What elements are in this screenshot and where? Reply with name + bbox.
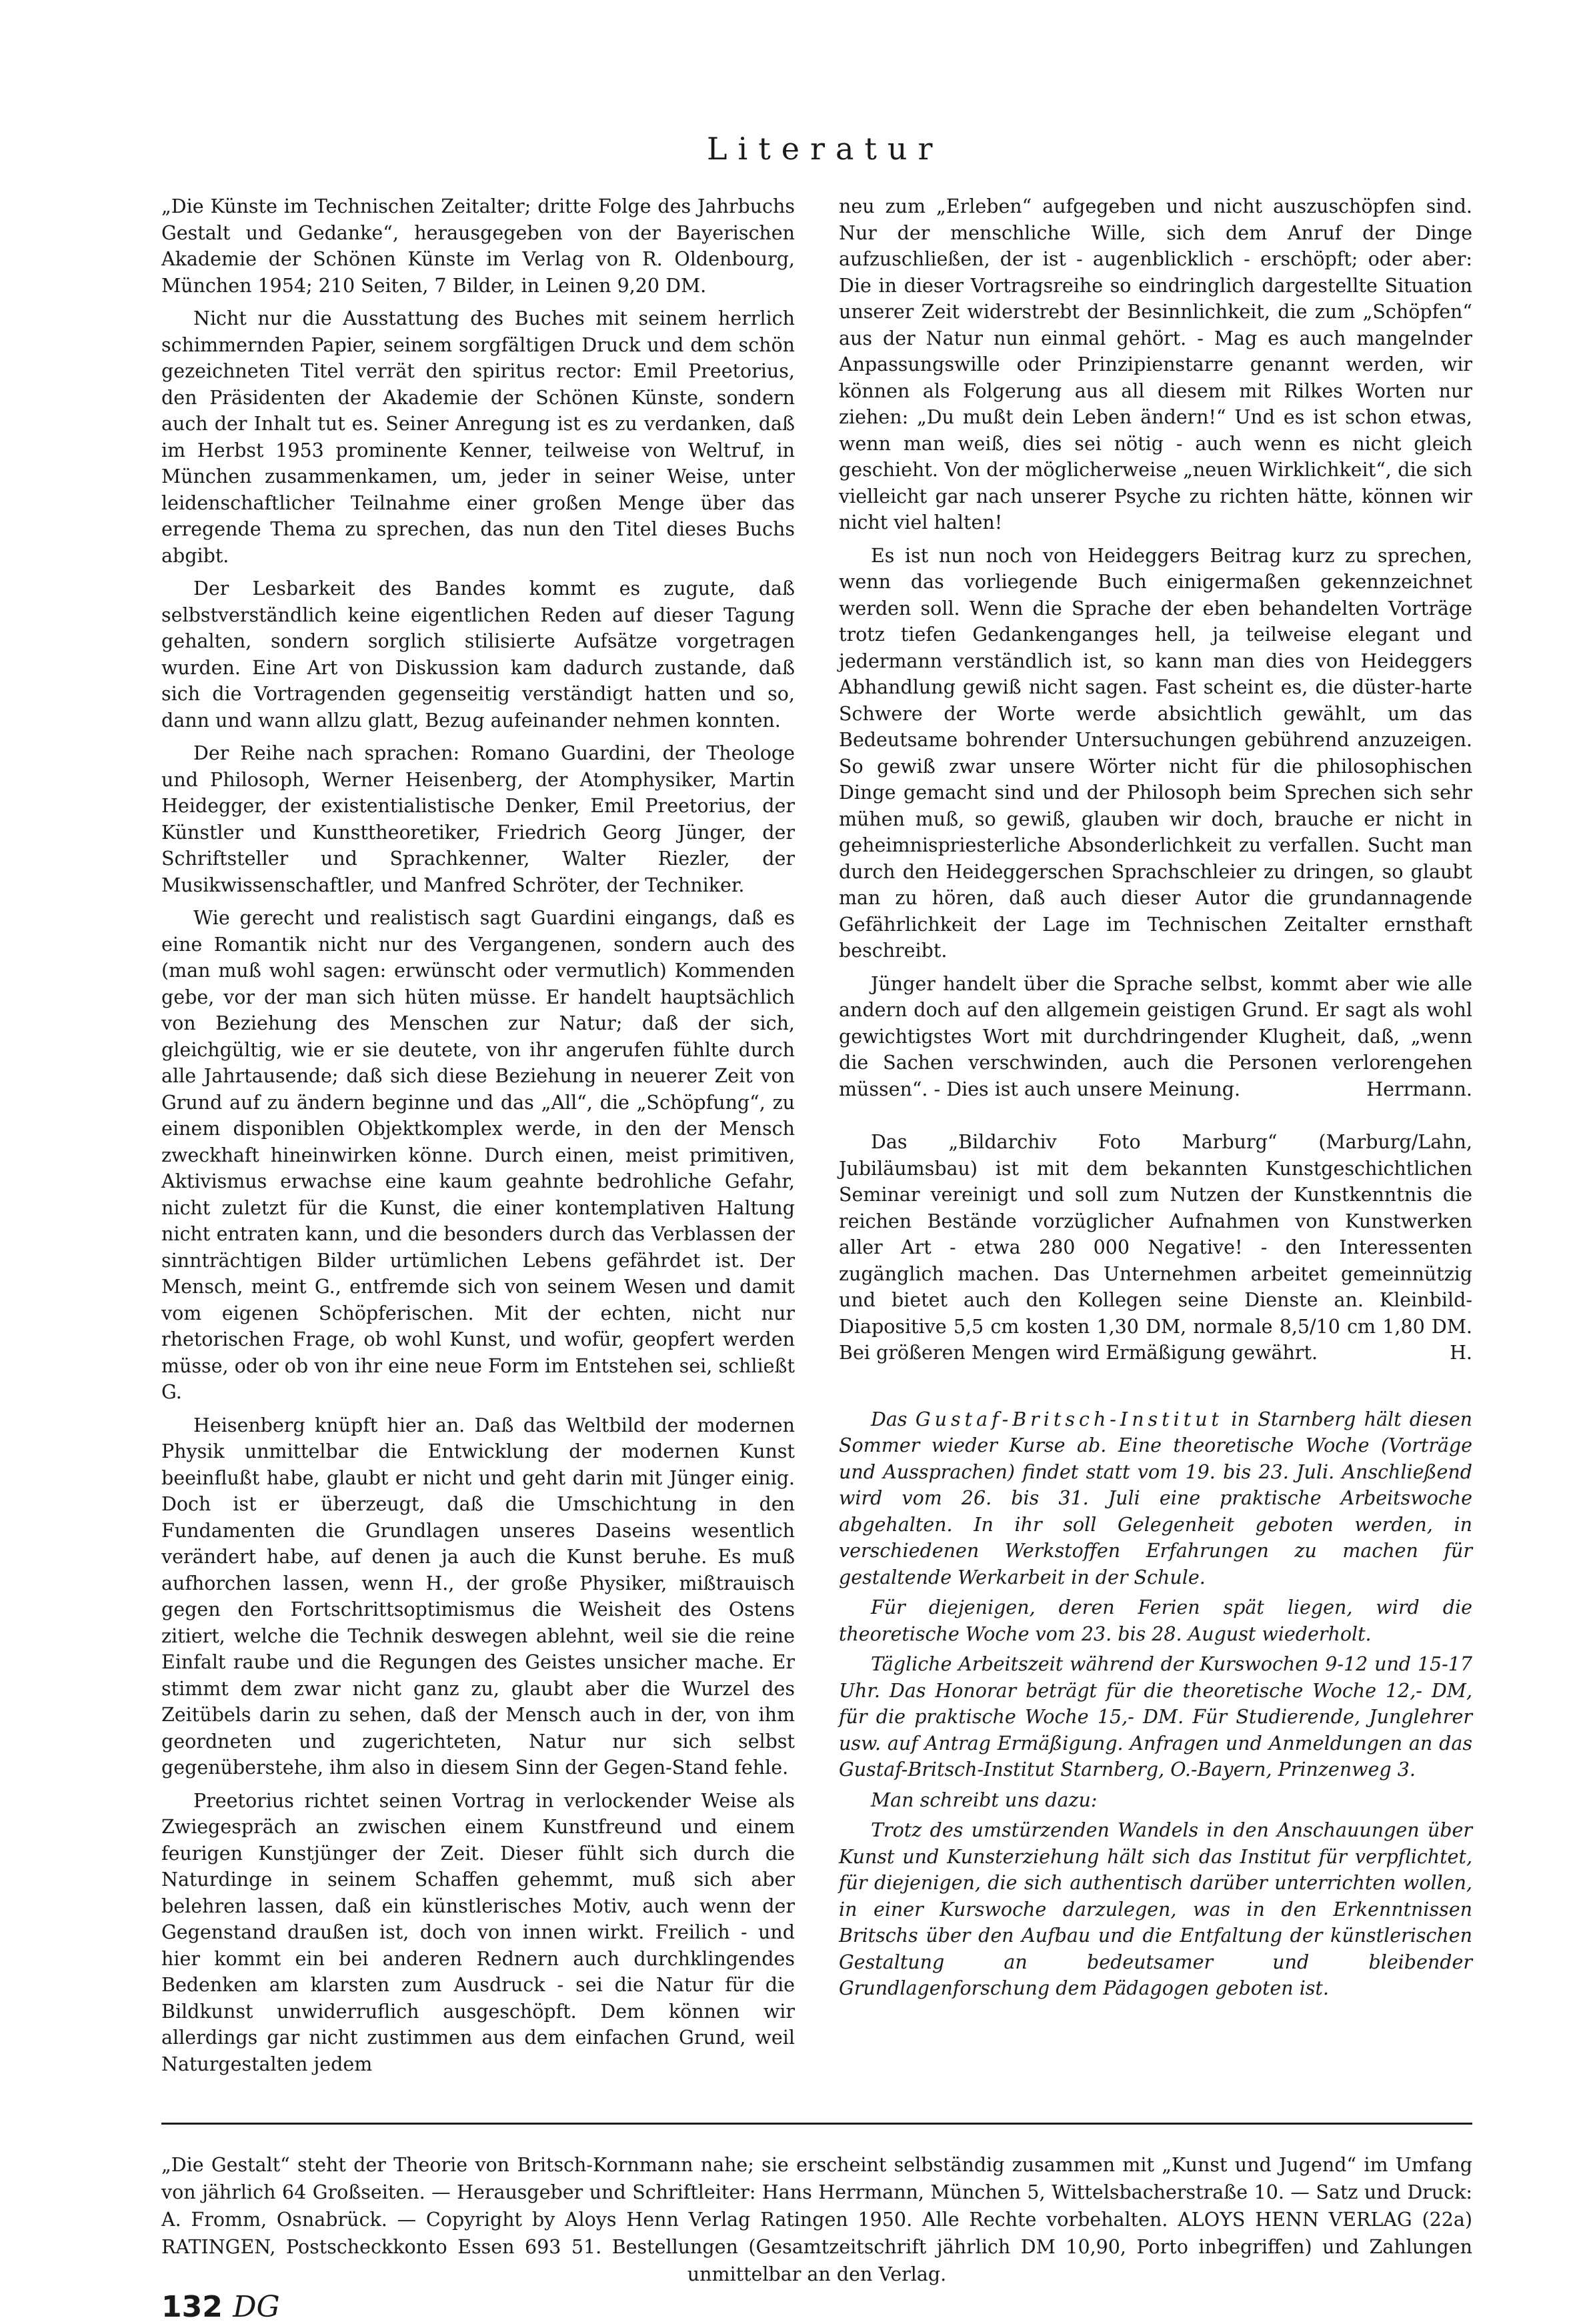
bildarchiv-text bbox=[839, 1129, 1472, 1366]
britsch-notice bbox=[839, 1406, 1472, 2002]
paragraph bbox=[839, 971, 1472, 1103]
left-column bbox=[161, 193, 795, 2084]
bildarchiv-signature: H. bbox=[1450, 1342, 1472, 1364]
britsch-first-text: in Starnberg hält diesen Sommer wieder Kurse ab. Eine theoretische Woche (Vorträge und Aussprachen) findet statt vom 19. bis 23. Juli. Anschließend wird vom 26. bis 31. Juli eine praktische Arbeitswoche abgehalten. In ihr soll Gelegenheit geboten werden, in verschiedenen Werkstoffen Erfahrungen zu machen für gestaltende Werkarbeit in der Schule. bbox=[839, 1408, 1473, 1588]
section-heading: Literatur bbox=[707, 131, 944, 167]
britsch-paragraph: Man schreibt uns dazu: bbox=[871, 1789, 1098, 1811]
paragraph: Heisenberg knüpft hier an. Daß das Weltbild der modernen Physik unmittelbar die Entwicklung der modernen Kunst beeinflußt habe, glaubt er nicht und geht darin mit Jünger einig. Doch ist er überzeugt, daß die Umschichtung in den Fundamenten die Grundlagen unseres Daseins wesentlich verändert habe, auf denen ja auch die Kunst beruhe. Es muß aufhorchen lassen, wenn H., der große Physiker, mißtrauisch gegen den Fortschrittsoptimismus die Weisheit des Ostens zitiert, welche die Technik deswegen ablehnt, weil sie die reine Einfalt raube und die Regungen des Geistes unsicher mache. Er stimmt dem zwar nicht ganz zu, glaubt aber die Wurzel des Zeitübels darin zu sehen, daß der Mensch auch in der, von ihm geordneten und zugerichteten, Natur nur sich selbst gegenüberstehe, ihm also in diesem Sinn der Gegen-Stand fehle. bbox=[161, 1414, 795, 1779]
right-column bbox=[839, 193, 1472, 2006]
bildarchiv-notice bbox=[839, 1129, 1472, 1366]
page-number bbox=[161, 2290, 280, 2324]
footer-divider bbox=[161, 2123, 1472, 2125]
britsch-paragraph bbox=[839, 1406, 1472, 1591]
paragraph: Preetorius richtet seinen Vortrag in verlockender Weise als Zwiegespräch an zwischen einem Kunstfreund und einem feurigen Kunstjünger der Zeit. Dieser fühlt sich durch die Naturdinge in seinem Schaffen gehemmt, muß sich aber belehren lassen, daß ein künstlerisches Motiv, auch wenn der Gegenstand draußen ist, doch von innen wirkt. Freilich - und hier kommt ein bei anderen Rednern auch durchklingendes Bedenken am klarsten zum Ausdruck - sei die Natur für die Bildkunst unwiderruflich ausgeschöpft. Dem können wir allerdings gar nicht zustimmen aus dem einfachen Grund, weil Naturgestalten jedem bbox=[161, 1789, 795, 2075]
journal-abbreviation: DG bbox=[233, 2290, 280, 2324]
britsch-lead: Das bbox=[871, 1408, 908, 1430]
paragraph: Wie gerecht und realistisch sagt Guardini eingangs, daß es eine Romantik nicht nur des Vergangenen, sondern auch des (man muß wohl sagen: erwünscht oder vermutlich) Kommenden gebe, vor der man sich hüten müsse. Er handelt hauptsächlich von Beziehung des Menschen zur Natur; daß der sich, gleichgültig, wie er sie deutete, von ihr angerufen fühlte durch alle Jahrtausende; daß sich diese Beziehung in neuerer Zeit von Grund auf zu ändern beginne und das „All“, die „Schöpfung“, zu einem disponiblen Objektkomplex werde, in den der Mensch zweckhaft hineinwirken könne. Durch einen, meist primitiven, Aktivismus erwachse eine kaum geahnte bedrohliche Gefahr, nicht zuletzt für die Kunst, die einer kontemplativen Haltung nicht entraten kann, und die besonders durch das Verblassen der sinnträchtigen Bilder urtümlichen Lebens gefährdet ist. Der Mensch, meint G., entfremde sich von seinem Wesen und damit vom eigenen Schöpferischen. Mit der echten, nicht nur rhetorischen Frage, ob wohl Kunst, und wofür, geopfert werden müsse, oder ob von ihr eine neue Form im Entstehen sei, schließt G. bbox=[161, 907, 795, 1403]
paragraph: Der Reihe nach sprachen: Romano Guardini, der Theologe und Philosoph, Werner Heisenberg, der Atomphysiker, Martin Heidegger, der existentialistische Denker, Emil Preetorius, der Künstler und Kunsttheoretiker, Friedrich Georg Jünger, der Schriftsteller und Sprachkenner, Walter Riezler, der Musikwissenschaftler, und Manfred Schröter, der Techniker. bbox=[161, 742, 795, 896]
britsch-paragraph: Trotz des umstürzenden Wandels in den Anschauungen über Kunst und Kunsterziehung hält sich das Institut für verpflichtet, für diejenigen, die sich authentisch darüber unterrichten wollen, in einer Kurswoche darzulegen, was in den Erkenntnissen Britschs über den Aufbau und die Entfaltung der künstlerischen Gestaltung an bedeutsamer und bleibender Grundlagenforschung dem Pädagogen geboten ist. bbox=[839, 1819, 1472, 1999]
paragraph: Es ist nun noch von Heideggers Beitrag kurz zu sprechen, wenn das vorliegende Buch einigermaßen gekennzeichnet werden soll. Wenn die Sprache der eben behandelten Vorträge trotz tiefen Gedankenganges hell, ja teilweise elegant und jedermann verständlich ist, so kann man dies von Heideggers Abhandlung gewiß nicht sagen. Fast scheint es, die düster-harte Schwere der Worte werde absichtlich gewählt, um das Bedeutsame bohrender Untersuchungen gebührend anzuzeigen. So gewiß zwar unsere Wörter nicht für die philosophischen Dinge gemacht sind und der Philosoph beim Sprechen sich sehr mühen muß, so gewiß, glauben wir doch, brauche er nicht in geheimnispriesterliche Absonderlichkeit zu verfallen. Sucht man durch den Heideggerschen Sprachschleier zu dringen, so glaubt man zu hören, daß auch dieser Autor die grundannagende Gefährlichkeit der Lage im Technischen Zeitalter ernsthaft beschreibt. bbox=[839, 544, 1472, 962]
page-number-value: 132 bbox=[161, 2290, 223, 2324]
imprint-footer: „Die Gestalt“ steht der Theorie von Britsch-Kornmann nahe; sie erscheint selbständig zusammen mit „Kunst und Jugend“ im Umfang von jährlich 64 Großseiten. — Herausgeber und Schriftleiter: Hans Herrmann, München 5, Wittelsbacherstraße 10. — Satz und Druck: A. Fromm, Osnabrück. — Copyright by Aloys Henn Verlag Ratingen 1950. Alle Rechte vorbehalten. ALOYS HENN VERLAG (22a) RATINGEN, Postscheckkonto Essen 693 51. Bestellungen (Gesamtzeitschrift jährlich DM 10,90, Porto inbegriffen) und Zahlungen unmittelbar an den Verlag. bbox=[161, 2154, 1472, 2285]
paragraph: Nicht nur die Ausstattung des Buches mit seinem herrlich schimmernden Papier, seinem sorgfältigen Druck und dem schön gezeichneten Titel verrät den spiritus rector: Emil Preetorius, den Präsidenten der Akademie der Schönen Künste, sondern auch der Inhalt tut es. Seiner Anregung ist es zu verdanken, daß im Herbst 1953 prominente Kenner, teilweise von Weltruf, in München zusammenkamen, um, jeder in seiner Weise, unter leidenschaftlicher Teilnahme einer großen Menge über das erregende Thema zu sprechen, das nun den Titel dieses Buchs abgibt. bbox=[161, 307, 795, 567]
paragraph: neu zum „Erleben“ aufgegeben und nicht auszuschöpfen sind. Nur der menschliche Wille, sich dem Anruf der Dinge aufzuschließen, der ist - augenblicklich - erschöpft; oder aber: Die in dieser Vortragsreihe so eindringlich dargestellte Situation unserer Zeit widerstrebt der Besinnlichkeit, die zum „Schöpfen“ aus der Natur nun einmal gehört. - Mag es auch mangelnder Anpassungswille oder Prinzipienstarre genannt werden, wir können als Folgerung aus all diesem mit Rilkes Worten nur ziehen: „Du mußt dein Leben ändern!“ Und es ist schon etwas, wenn man weiß, dies sei nötig - auch wenn es nicht gleich geschieht. Von der möglicherweise „neuen Wirklichkeit“, die sich vielleicht gar nach unserer Psyche zu richten hätte, können wir nicht viel halten! bbox=[839, 195, 1472, 533]
paragraph: Der Lesbarkeit des Bandes kommt es zugute, daß selbstverständlich keine eigentlichen Reden auf dieser Tagung gehalten, sondern sorglich stilisierte Aufsätze vorgetragen wurden. Eine Art von Diskussion kam dadurch zustande, daß sich die Vortragenden gegenseitig verständigt hatten und so, dann und wann allzu glatt, Bezug aufeinander nehmen konnten. bbox=[161, 577, 795, 732]
book-citation: „Die Künste im Technischen Zeitalter; dritte Folge des Jahrbuchs Gestalt und Gedanke“, herausgegeben von der Bayerischen Akademie der Schönen Künste im Verlag von R. Oldenbourg, München 1954; 210 Seiten, 7 Bilder, in Leinen 9,20 DM. bbox=[161, 195, 795, 297]
britsch-paragraph: Tägliche Arbeitszeit während der Kurswochen 9-12 und 15-17 Uhr. Das Honorar beträgt für die theoretische Woche 12,- DM, für die praktische Woche 15,- DM. Für Studierende, Junglehrer usw. auf Antrag Ermäßigung. Anfragen und Anmeldungen an das Gustaf-Britsch-Institut Starnberg, O.-Bayern, Prinzenweg 3. bbox=[839, 1653, 1472, 1781]
bildarchiv-body: Das „Bildarchiv Foto Marburg“ (Marburg/Lahn, Jubiläumsbau) ist mit dem bekannten Kunstgeschichtlichen Seminar vereinigt und soll zum Nutzen der Kunstkenntnis die reichen Bestände vorzüglicher Aufnahmen von Kunstwerken aller Art - etwa 280 000 Negative! - den Interessenten zugänglich machen. Das Unternehmen arbeitet gemeinnützig und bietet auch den Kollegen seine Dienste an. Kleinbild-Diapositive 5,5 cm kosten 1,30 DM, normale 8,5/10 cm 1,80 DM. Bei größeren Mengen wird Ermäßigung gewährt. bbox=[839, 1131, 1472, 1364]
britsch-institute-name: Gustaf-Britsch-Institut bbox=[915, 1408, 1224, 1430]
paragraph-text: Jünger handelt über die Sprache selbst, kommt aber wie alle andern doch auf den allgemein geistigen Grund. Er sagt als wohl gewichtigstes Wort mit durchdringender Klugheit, daß, „wenn die Sachen verschwinden, auch die Personen verlorengehen müssen“. - Dies ist auch unsere Meinung. bbox=[839, 972, 1472, 1100]
britsch-paragraph: Für diejenigen, deren Ferien spät liegen, wird die theoretische Woche vom 23. bis 28. August wiederholt. bbox=[839, 1596, 1472, 1645]
review-signature: Herrmann. bbox=[1366, 1078, 1472, 1100]
